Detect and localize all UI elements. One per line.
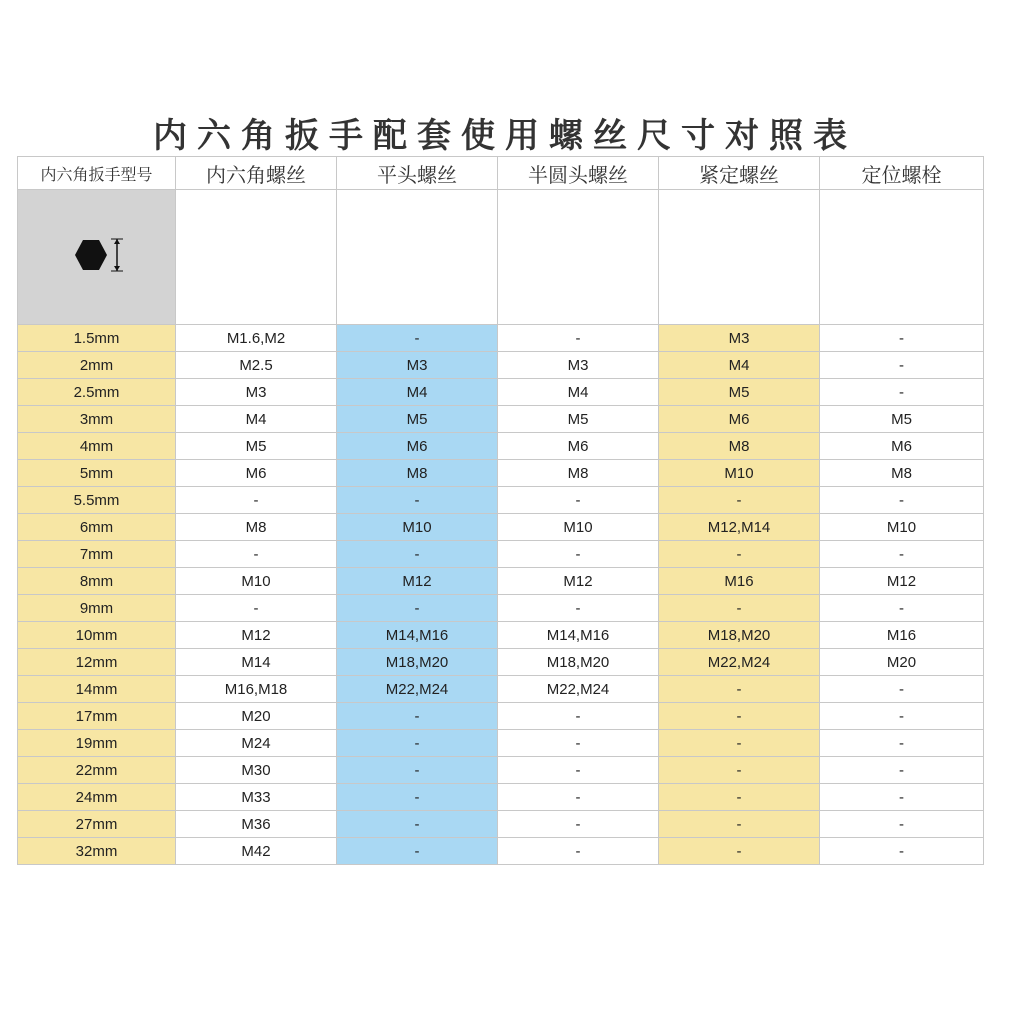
button-head-screw-cell: - (498, 487, 659, 514)
locating-bolt-cell: M12 (820, 568, 984, 595)
set-screw-cell: M8 (659, 433, 820, 460)
set-screw-cell: M6 (659, 406, 820, 433)
hex-socket-screw-cell: M20 (176, 703, 337, 730)
flat-head-screw-cell: M6 (337, 433, 498, 460)
button-head-screw-cell: - (498, 811, 659, 838)
flat-head-screw-cell: M14,M16 (337, 622, 498, 649)
hex-socket-screw-cell: M3 (176, 379, 337, 406)
hex-socket-screw-cell: M30 (176, 757, 337, 784)
wrench-size-cell: 24mm (18, 784, 176, 811)
locating-bolt-cell: - (820, 838, 984, 865)
hexagon-key-size-icon (67, 235, 127, 275)
button-head-screw-image (498, 190, 659, 325)
hex-socket-screw-cell: M2.5 (176, 352, 337, 379)
button-head-screw-cell: M8 (498, 460, 659, 487)
wrench-size-cell: 8mm (18, 568, 176, 595)
set-screw-cell: M5 (659, 379, 820, 406)
flat-head-screw-cell: - (337, 487, 498, 514)
wrench-size-cell: 22mm (18, 757, 176, 784)
size-chart-table (17, 156, 984, 865)
table-row (18, 433, 984, 460)
table-row (18, 379, 984, 406)
locating-bolt-cell: M20 (820, 649, 984, 676)
locating-bolt-cell: - (820, 352, 984, 379)
flat-head-screw-cell: - (337, 811, 498, 838)
button-head-screw-cell: - (498, 757, 659, 784)
hex-socket-screw-cell: M33 (176, 784, 337, 811)
wrench-size-cell: 7mm (18, 541, 176, 568)
locating-bolt-cell: - (820, 730, 984, 757)
image-row (18, 190, 984, 325)
set-screw-cell: - (659, 595, 820, 622)
set-screw-cell: - (659, 703, 820, 730)
page-title: 内六角扳手配套使用螺丝尺寸对照表 (153, 116, 857, 156)
set-screw-cell: M16 (659, 568, 820, 595)
table-row (18, 622, 984, 649)
button-head-screw-cell: M4 (498, 379, 659, 406)
button-head-screw-cell: M6 (498, 433, 659, 460)
header-hex-socket-screw: 内六角螺丝 (176, 157, 337, 190)
flat-head-screw-cell: M8 (337, 460, 498, 487)
locating-bolt-cell: M6 (820, 433, 984, 460)
button-head-screw-cell: M18,M20 (498, 649, 659, 676)
locating-bolt-cell: M5 (820, 406, 984, 433)
table-row (18, 460, 984, 487)
set-screw-cell: - (659, 730, 820, 757)
locating-bolt-cell: - (820, 487, 984, 514)
flat-head-screw-cell: M18,M20 (337, 649, 498, 676)
hex-socket-screw-image (176, 190, 337, 325)
locating-bolt-cell: - (820, 784, 984, 811)
table-row (18, 649, 984, 676)
set-screw-cell: - (659, 757, 820, 784)
table-row (18, 406, 984, 433)
locating-bolt-cell: - (820, 379, 984, 406)
hex-socket-screw-cell: - (176, 595, 337, 622)
table-row (18, 703, 984, 730)
set-screw-cell: - (659, 784, 820, 811)
wrench-size-cell: 1.5mm (18, 325, 176, 352)
locating-bolt-cell: - (820, 595, 984, 622)
flat-head-screw-cell: - (337, 703, 498, 730)
button-head-screw-cell: M10 (498, 514, 659, 541)
header-set-screw: 紧定螺丝 (659, 157, 820, 190)
hex-socket-screw-cell: M10 (176, 568, 337, 595)
locating-bolt-cell: - (820, 676, 984, 703)
flat-head-screw-cell: - (337, 730, 498, 757)
locating-bolt-cell: M16 (820, 622, 984, 649)
wrench-size-cell: 32mm (18, 838, 176, 865)
hex-socket-screw-cell: M1.6,M2 (176, 325, 337, 352)
hex-socket-screw-cell: M42 (176, 838, 337, 865)
table-row (18, 784, 984, 811)
locating-bolt-cell: M8 (820, 460, 984, 487)
flat-head-screw-cell: - (337, 541, 498, 568)
button-head-screw-cell: M5 (498, 406, 659, 433)
flat-head-screw-cell: M10 (337, 514, 498, 541)
button-head-screw-cell: - (498, 541, 659, 568)
set-screw-cell: M12,M14 (659, 514, 820, 541)
table-row (18, 730, 984, 757)
flat-head-screw-cell: M22,M24 (337, 676, 498, 703)
button-head-screw-cell: - (498, 784, 659, 811)
table-row (18, 325, 984, 352)
wrench-size-cell: 5mm (18, 460, 176, 487)
flat-head-screw-cell: - (337, 757, 498, 784)
button-head-screw-cell: M14,M16 (498, 622, 659, 649)
wrench-size-cell: 3mm (18, 406, 176, 433)
table-row (18, 595, 984, 622)
hex-socket-screw-cell: - (176, 541, 337, 568)
wrench-size-cell: 2.5mm (18, 379, 176, 406)
locating-bolt-cell: - (820, 541, 984, 568)
table-row (18, 568, 984, 595)
button-head-screw-cell: - (498, 838, 659, 865)
set-screw-cell: M18,M20 (659, 622, 820, 649)
locating-bolt-cell: M10 (820, 514, 984, 541)
flat-head-screw-cell: - (337, 784, 498, 811)
wrench-size-cell: 12mm (18, 649, 176, 676)
button-head-screw-cell: - (498, 730, 659, 757)
header-locating-bolt: 定位螺栓 (820, 157, 984, 190)
hex-socket-screw-cell: M36 (176, 811, 337, 838)
hex-socket-screw-cell: - (176, 487, 337, 514)
wrench-size-cell: 27mm (18, 811, 176, 838)
header-button-head-screw: 半圆头螺丝 (498, 157, 659, 190)
hex-socket-screw-cell: M8 (176, 514, 337, 541)
wrench-size-cell: 2mm (18, 352, 176, 379)
button-head-screw-cell: M22,M24 (498, 676, 659, 703)
hex-socket-screw-cell: M24 (176, 730, 337, 757)
flat-head-screw-image (337, 190, 498, 325)
table-row (18, 676, 984, 703)
locating-bolt-cell: - (820, 325, 984, 352)
set-screw-cell: M4 (659, 352, 820, 379)
set-screw-cell: M22,M24 (659, 649, 820, 676)
wrench-size-cell: 10mm (18, 622, 176, 649)
wrench-size-cell: 5.5mm (18, 487, 176, 514)
button-head-screw-cell: M12 (498, 568, 659, 595)
hex-socket-screw-cell: M4 (176, 406, 337, 433)
set-screw-cell: M3 (659, 325, 820, 352)
wrench-size-cell: 9mm (18, 595, 176, 622)
wrench-size-cell: 14mm (18, 676, 176, 703)
set-screw-cell: - (659, 487, 820, 514)
hex-socket-screw-cell: M14 (176, 649, 337, 676)
table-row (18, 487, 984, 514)
wrench-size-cell: 6mm (18, 514, 176, 541)
header-flat-head-screw: 平头螺丝 (337, 157, 498, 190)
flat-head-screw-cell: M12 (337, 568, 498, 595)
set-screw-image (659, 190, 820, 325)
wrench-size-cell: 4mm (18, 433, 176, 460)
button-head-screw-cell: - (498, 595, 659, 622)
locating-bolt-cell: - (820, 757, 984, 784)
header-wrench-size: 内六角扳手型号 (18, 157, 176, 190)
table-row (18, 514, 984, 541)
hex-socket-screw-cell: M5 (176, 433, 337, 460)
wrench-size-cell: 19mm (18, 730, 176, 757)
hex-socket-screw-cell: M6 (176, 460, 337, 487)
set-screw-cell: - (659, 676, 820, 703)
header-row (18, 157, 984, 190)
flat-head-screw-cell: - (337, 325, 498, 352)
set-screw-cell: M10 (659, 460, 820, 487)
table-row (18, 811, 984, 838)
flat-head-screw-cell: M4 (337, 379, 498, 406)
flat-head-screw-cell: M5 (337, 406, 498, 433)
button-head-screw-cell: - (498, 703, 659, 730)
table-row (18, 541, 984, 568)
locating-bolt-cell: - (820, 703, 984, 730)
flat-head-screw-cell: M3 (337, 352, 498, 379)
hex-socket-screw-cell: M16,M18 (176, 676, 337, 703)
set-screw-cell: - (659, 811, 820, 838)
locating-bolt-image (820, 190, 984, 325)
table-row (18, 352, 984, 379)
flat-head-screw-cell: - (337, 838, 498, 865)
button-head-screw-cell: - (498, 325, 659, 352)
set-screw-cell: - (659, 838, 820, 865)
wrench-size-cell: 17mm (18, 703, 176, 730)
button-head-screw-cell: M3 (498, 352, 659, 379)
locating-bolt-cell: - (820, 811, 984, 838)
table-row (18, 838, 984, 865)
table-row (18, 757, 984, 784)
hex-image-cell (18, 190, 176, 325)
hex-socket-screw-cell: M12 (176, 622, 337, 649)
set-screw-cell: - (659, 541, 820, 568)
flat-head-screw-cell: - (337, 595, 498, 622)
